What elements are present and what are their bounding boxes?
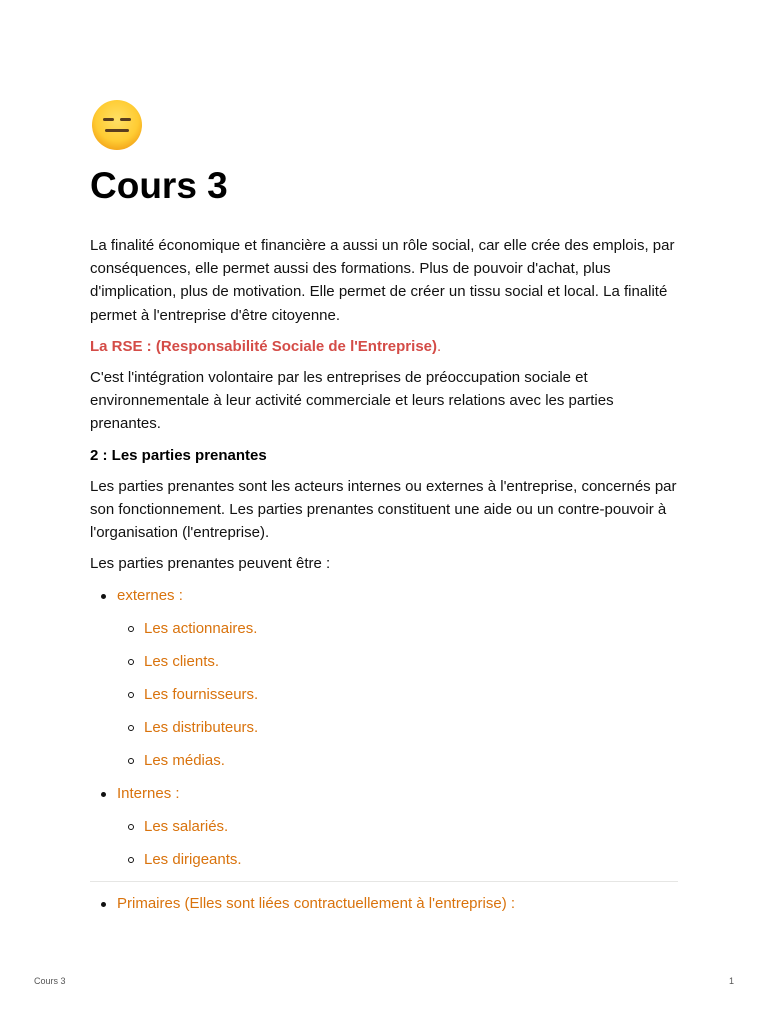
list-item-label: externes : xyxy=(117,586,183,604)
sub-list-item: Les médias. xyxy=(117,749,678,772)
sub-list-item: Les salariés. xyxy=(117,815,678,838)
sub-list-item: Les fournisseurs. xyxy=(117,683,678,706)
footer-document-title: Cours 3 xyxy=(34,976,66,986)
expressionless-face-icon xyxy=(90,98,144,152)
page-title: Cours 3 xyxy=(90,165,228,206)
externes-sublist xyxy=(117,617,678,772)
rse-heading xyxy=(90,335,678,358)
intro-paragraph: La finalité économique et financière a aussi un rôle social, car elle crée des emplois, par conséquences, elle permet aussi des formations. Plus de pouvoir d'achat, plus d'implication, plus de motivation. Elle permet de créer un tissu social et local. La finalité permet à l'entreprise d'être citoyenne. xyxy=(90,237,675,324)
sub-list-item: Les actionnaires. xyxy=(117,617,678,640)
list-item-externes xyxy=(90,584,678,772)
list-item-label: Internes : xyxy=(117,784,180,802)
stakeholders-list-continued xyxy=(90,892,678,915)
sub-list-item: Les distributeurs. xyxy=(117,716,678,739)
sub-list-item: Les dirigeants. xyxy=(117,848,678,871)
rse-heading-text: La RSE : (Responsabilité Sociale de l'Entreprise) xyxy=(90,337,437,355)
list-item-primaires: Primaires (Elles sont liées contractuellement à l'entreprise) : xyxy=(90,892,678,915)
rse-definition-paragraph: C'est l'intégration volontaire par les entreprises de préoccupation sociale et environnementale à leur activité commerciale et leurs relations avec les parties prenantes. xyxy=(90,369,614,433)
divider xyxy=(90,881,678,882)
rse-heading-period: . xyxy=(437,337,442,355)
stakeholders-paragraph: Les parties prenantes sont les acteurs internes ou externes à l'entreprise, concernés par son fonctionnement. Les parties prenantes constituent une aide ou un contre-pouvoir à l'organisation (l'entreprise). xyxy=(90,477,677,542)
list-item-internes xyxy=(90,782,678,871)
stakeholders-list xyxy=(90,584,678,871)
section-heading: 2 : Les parties prenantes xyxy=(90,446,267,464)
document-body xyxy=(90,234,678,915)
sub-list-item: Les clients. xyxy=(117,650,678,673)
footer-page-number: 1 xyxy=(728,976,734,986)
page-content xyxy=(90,98,678,925)
stakeholders-intro: Les parties prenantes peuvent être : xyxy=(90,555,331,573)
internes-sublist xyxy=(117,815,678,871)
